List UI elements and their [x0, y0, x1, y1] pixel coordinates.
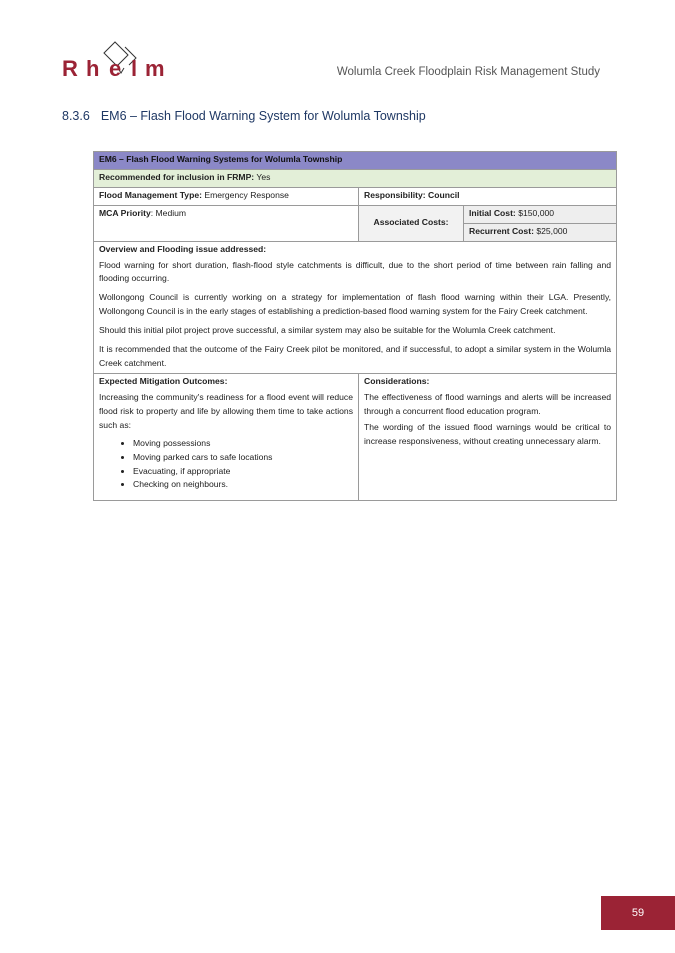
- responsibility-cell: Responsibility: Council: [359, 187, 617, 205]
- considerations-cell: [359, 373, 617, 500]
- considerations-heading: Considerations:: [364, 375, 430, 386]
- overview-cell: [94, 241, 617, 373]
- overview-paragraph: Should this initial pilot project prove successful, a similar system may also be suitable for the Wolumla Creek catchment.: [99, 325, 556, 336]
- section-title: EM6 – Flash Flood Warning System for Wolumla Township: [100, 109, 426, 123]
- type-row: [94, 187, 617, 205]
- priority-value: : Medium: [150, 207, 187, 218]
- associated-costs-label: Associated Costs:: [359, 205, 464, 241]
- document-title: Wolumla Creek Floodplain Risk Management Study: [336, 66, 600, 78]
- page-number: 59: [601, 896, 675, 930]
- overview-paragraph: It is recommended that the outcome of the Fairy Creek pilot be monitored, and if successful, to adopt a similar system in the Wolumla Creek catchment.: [99, 344, 612, 369]
- rhelm-logo: [62, 38, 174, 80]
- priority-cell: [94, 205, 359, 241]
- recurrent-cost-cell: [464, 223, 617, 241]
- overview-row: [94, 241, 617, 373]
- recommended-row: [94, 169, 617, 187]
- measure-title-row: [94, 152, 617, 170]
- logo-letter-m: m: [145, 56, 165, 80]
- priority-row: [94, 205, 617, 223]
- list-item: • Moving parked cars to safe locations: [133, 451, 353, 465]
- logo-letter-e: e: [109, 56, 122, 80]
- measure-title: EM6 – Flash Flood Warning Systems for Wolumla Township: [94, 152, 617, 170]
- management-type-cell: [94, 187, 359, 205]
- outcomes-text: Increasing the community's readiness for a flood event will reduce flood risk to property and life by allowing them time to take actions such as:: [99, 391, 353, 430]
- logo-letter-l: l: [131, 56, 138, 80]
- logo-letter-r: R: [62, 56, 78, 80]
- measure-summary-table: [93, 151, 617, 501]
- management-type-label: Flood Management Type:: [99, 189, 202, 200]
- priority-label: MCA Priority: [99, 207, 151, 218]
- section-number: 8.3.6: [62, 109, 90, 123]
- initial-cost-cell: [464, 205, 617, 223]
- considerations-paragraph: The effectiveness of flood warnings and alerts will be increased through a concurrent flood education program.: [364, 391, 612, 416]
- outcomes-considerations-row: [94, 373, 617, 500]
- list-item: • Evacuating, if appropriate: [133, 465, 353, 479]
- recommended-label: Recommended for inclusion in FRMP:: [99, 171, 255, 182]
- list-item: • Checking on neighbours.: [133, 478, 353, 492]
- list-item: • Moving possessions: [133, 437, 353, 451]
- initial-cost-value: $150,000: [518, 207, 555, 218]
- outcomes-list: [99, 437, 353, 493]
- management-type-value: Emergency Response: [204, 189, 289, 200]
- recommended-value: Yes: [256, 171, 271, 182]
- overview-heading: Overview and Flooding issue addressed:: [99, 243, 267, 254]
- overview-paragraph: Wollongong Council is currently working on a strategy for implementation of flash flood warning within their LGA. Presently, Wollongong Council is in the early stages of establishing a prediction-based flood warning system for the Fairy Creek catchment.: [99, 292, 612, 317]
- outcomes-heading: Expected Mitigation Outcomes:: [99, 375, 228, 386]
- recurrent-cost-label: Recurrent Cost:: [469, 225, 534, 236]
- section-heading: [62, 109, 426, 123]
- recommended-cell: [94, 169, 617, 187]
- logo-letter-h: h: [86, 56, 100, 80]
- recurrent-cost-value: $25,000: [536, 225, 568, 236]
- overview-paragraph: Flood warning for short duration, flash-flood style catchments is difficult, due to the short period of time between rain falling and flooding occurring.: [99, 259, 612, 284]
- initial-cost-label: Initial Cost:: [469, 207, 516, 218]
- considerations-paragraph: The wording of the issued flood warnings would be critical to increase responsiveness, without creating unnecessary alarm.: [364, 421, 612, 446]
- outcomes-cell: [94, 373, 359, 500]
